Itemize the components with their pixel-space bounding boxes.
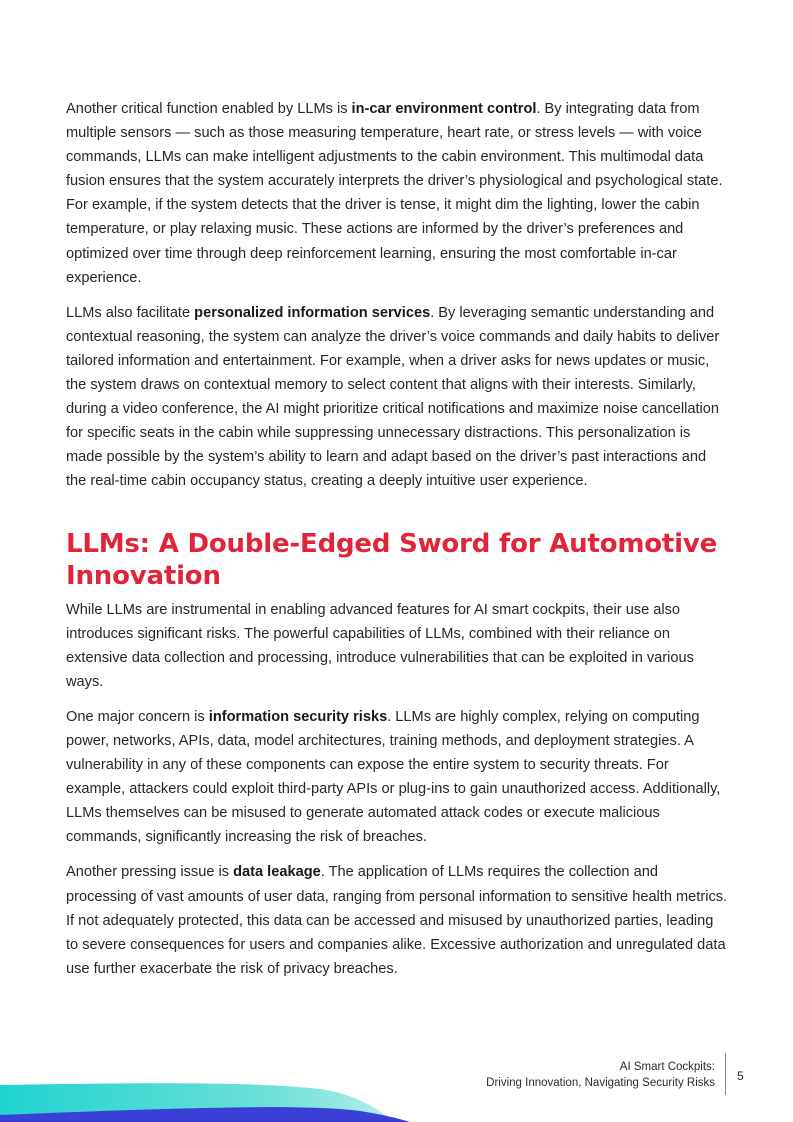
bold-term: data leakage bbox=[233, 864, 321, 881]
paragraph-text: . LLMs are highly complex, relying on computing power, networks, APIs, data, model architectures, training methods, and deployment strategies. A vulnerability in any of these components can expose the entire system to security threats. For example, attackers could exploit third-party APIs or plug-ins to gain unauthorized access. Additionally, LLMs themselves can be misused to generate automated attack codes or execute malicious commands, significantly increasing the risk of breaches. bbox=[66, 708, 721, 846]
paragraph-data-leakage bbox=[66, 860, 728, 980]
paragraph-text: . By integrating data from multiple sensors — such as those measuring temperature, heart rate, or stress levels — with voice commands, LLMs can make intelligent adjustments to the cabin environment. This multimodal data fusion ensures that the system accurately interprets the driver’s physiological and psychological state. For example, if the system detects that the driver is tense, it might dim the lighting, lower the cabin temperature, or play relaxing music. These actions are informed by the driver’s preferences and optimized over time through deep reinforcement learning, ensuring the most comfortable in-car experience. bbox=[66, 101, 723, 286]
bold-term: in-car environment control bbox=[351, 101, 537, 117]
footer-line-1: AI Smart Cockpits: bbox=[619, 1061, 715, 1073]
footer-title bbox=[486, 1059, 715, 1091]
paragraph-text: LLMs also facilitate bbox=[66, 304, 195, 321]
footer-divider bbox=[725, 1053, 726, 1095]
bold-term: information security risks bbox=[208, 708, 388, 725]
document-body bbox=[66, 97, 728, 992]
paragraph-text: . The application of LLMs requires the collection and processing of vast amounts of user data, ranging from personal information to sensitive health metrics. If not adequately protected, this data can be accessed and misused by unauthorized parties, leading to severe consequences for users and companies alike. Excessive authorization and unregulated data use further exacerbate the risk of privacy breaches. bbox=[66, 864, 728, 977]
paragraph-environment-control bbox=[66, 97, 728, 290]
paragraph-text: One major concern is bbox=[66, 708, 209, 725]
bold-term: personalized information services bbox=[194, 304, 431, 321]
decorative-wave bbox=[0, 1075, 420, 1122]
paragraph-security-risks bbox=[66, 705, 728, 850]
paragraph-text: . By leveraging semantic understanding and contextual reasoning, the system can analyze the driver’s voice commands and daily habits to deliver tailored information and entertainment. For example, when a driver asks for news updates or music, the system draws on contextual memory to select content that aligns with their interests. Similarly, during a video conference, the AI might prioritize critical notifications and maximize noise cancellation for specific seats in the cabin while suppressing unnecessary distractions. This personalization is made possible by the system’s ability to learn and adapt based on the driver’s past interactions and the real-time cabin occupancy status, creating a deeply intuitive user experience. bbox=[66, 304, 720, 490]
paragraph-risks-intro: While LLMs are instrumental in enabling advanced features for AI smart cockpits, their use also introduces significant risks. The powerful capabilities of LLMs, combined with their reliance on extensive data collection and processing, introduce vulnerabilities that can be exploited in various ways. bbox=[66, 601, 694, 690]
paragraph-text: Another critical function enabled by LLMs is bbox=[66, 101, 352, 117]
page-number: 5 bbox=[737, 1069, 744, 1083]
footer-line-2: Driving Innovation, Navigating Security Risks bbox=[486, 1077, 715, 1089]
paragraph-personalized-services bbox=[66, 301, 728, 494]
paragraph-text: Another pressing issue is bbox=[66, 864, 234, 881]
section-heading: LLMs: A Double-Edged Sword for Automotive Innovation bbox=[66, 528, 718, 591]
